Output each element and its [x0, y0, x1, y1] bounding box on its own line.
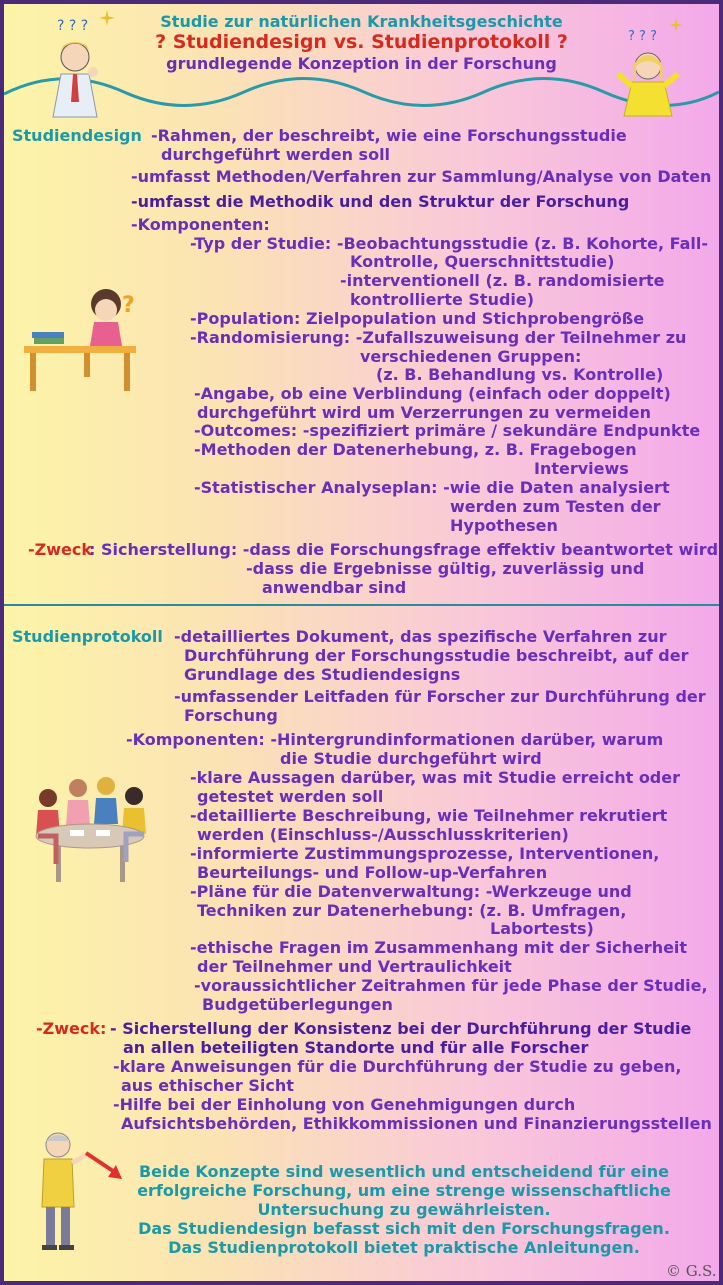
design-purpose-line: -dass die Ergebnisse gültig, zuverlässig und: [246, 559, 645, 578]
protocol-line: Durchführung der Forschungsstudie beschreibt, auf der: [184, 646, 689, 665]
design-line: durchgeführt wird um Verzerrungen zu vermeiden: [197, 403, 651, 422]
protocol-line: Grundlage des Studiendesigns: [184, 665, 461, 684]
protocol-line: -informierte Zustimmungsprozesse, Interventionen,: [190, 844, 660, 863]
protocol-line: -klare Aussagen darüber, was mit Studie erreicht oder: [190, 768, 680, 787]
design-line: Hypothesen: [450, 516, 558, 535]
design-line: -Methoden der Datenerhebung, z. B. Fragebogen: [194, 440, 637, 459]
confused-woman-illustration: [616, 24, 691, 119]
protocol-line: Techniken zur Datenerhebung: (z. B. Umfragen,: [197, 901, 627, 920]
protocol-line: der Teilnehmer und Vertraulichkeit: [197, 957, 512, 976]
protocol-line: -Komponenten: -Hintergrundinformationen darüber, warum: [126, 730, 664, 749]
sparkle-icon: [669, 18, 683, 32]
design-line: -Komponenten:: [131, 215, 270, 234]
protocol-line: -detaillierte Beschreibung, wie Teilnehmer rekrutiert: [190, 806, 668, 825]
conclusion-line: Das Studiendesign befasst sich mit den Forschungsfragen.: [138, 1219, 670, 1238]
design-line: -Outcomes: -spezifiziert primäre / sekundäre Endpunkte: [194, 421, 701, 440]
design-line: Interviews: [534, 459, 629, 478]
protocol-line: werden (Einschluss-/Ausschlusskriterien): [197, 825, 569, 844]
protocol-purpose-line: - Sicherstellung der Konsistenz bei der Durchführung der Studie: [110, 1019, 692, 1038]
design-line: -Statistischer Analyseplan: -wie die Daten analysiert: [194, 478, 670, 497]
svg-text:? ? ?: ? ? ?: [57, 18, 89, 34]
conclusion-line: Beide Konzepte sind wesentlich und entscheidend für eine: [138, 1162, 669, 1181]
protocol-line: Forschung: [184, 706, 278, 725]
section-divider: [4, 604, 719, 606]
design-line: -Angabe, ob eine Verblindung (einfach oder doppelt): [194, 384, 671, 403]
group-meeting-illustration: [26, 774, 156, 889]
design-line: durchgeführt werden soll: [161, 145, 391, 164]
design-purpose-label: -Zweck: [28, 540, 92, 559]
design-line: -Population: Zielpopulation und Stichprobengröße: [190, 309, 645, 328]
design-line: -umfasst Methoden/Verfahren zur Sammlung/Analyse von Daten: [131, 167, 712, 186]
protocol-purpose-line: Aufsichtsbehörden, Ethikkommissionen und Finanzierungsstellen: [121, 1114, 712, 1133]
protocol-purpose-line: -klare Anweisungen für die Durchführung der Studie zu geben,: [113, 1057, 682, 1076]
protocol-purpose-line: an allen beteiligten Standorte und für alle Forscher: [123, 1038, 589, 1057]
design-line: -interventionell (z. B. randomisierte: [340, 271, 665, 290]
header-title-top: Studie zur natürlichen Krankheitsgeschichte: [160, 12, 563, 31]
protocol-line: -Pläne für die Datenverwaltung: -Werkzeuge und: [190, 882, 632, 901]
protocol-line: die Studie durchgeführt wird: [280, 749, 542, 768]
design-line: -Typ der Studie: -Beobachtungsstudie (z. B. Kohorte, Fall-: [190, 234, 709, 253]
design-purpose-line: anwendbar sind: [262, 578, 407, 597]
sparkle-icon: [99, 10, 115, 26]
protocol-line: -voraussichtlicher Zeitrahmen für jede Phase der Studie,: [194, 976, 708, 995]
design-purpose-line: : Sicherstellung: -dass die Forschungsfrage effektiv beantwortet wird: [89, 540, 719, 559]
protocol-purpose-line: aus ethischer Sicht: [121, 1076, 294, 1095]
design-line: Kontrolle, Querschnittstudie): [350, 252, 615, 271]
svg-text:? ? ?: ? ? ?: [628, 29, 657, 44]
student-desk-illustration: [24, 284, 144, 394]
protocol-line: Beurteilungs- und Follow-up-Verfahren: [197, 863, 548, 882]
protocol-line: getestet werden soll: [197, 787, 384, 806]
protocol-line: Budgetüberlegungen: [202, 995, 393, 1014]
signature: © G.S.: [666, 1262, 717, 1280]
design-line: (z. B. Behandlung vs. Kontrolle): [376, 365, 664, 384]
header-subtitle: grundlegende Konzeption in der Forschung: [166, 54, 557, 73]
design-line: kontrollierte Studie): [350, 290, 535, 309]
protocol-heading: Studienprotokoll: [12, 627, 163, 646]
design-line: werden zum Testen der: [450, 497, 661, 516]
svg-text:?: ?: [122, 293, 135, 318]
protocol-purpose-label: -Zweck:: [36, 1019, 107, 1038]
protocol-line: -detailliertes Dokument, das spezifische Verfahren zur: [174, 627, 667, 646]
conclusion-line: Das Studienprotokoll bietet praktische Anleitungen.: [168, 1238, 640, 1257]
protocol-line: -ethische Fragen im Zusammenhang mit der Sicherheit: [190, 938, 688, 957]
thinking-man-illustration: [39, 12, 119, 122]
design-line: verschiedenen Gruppen:: [360, 347, 582, 366]
design-line: -Rahmen, der beschreibt, wie eine Forschungsstudie: [151, 126, 627, 145]
design-line: -Randomisierung: -Zufallszuweisung der Teilnehmer zu: [190, 328, 687, 347]
red-arrow-icon: [84, 1149, 129, 1184]
protocol-line: Labortests): [490, 919, 594, 938]
design-line: -umfasst die Methodik und den Struktur der Forschung: [131, 192, 630, 211]
conclusion-line: Untersuchung zu gewährleisten.: [257, 1200, 551, 1219]
old-man-illustration: [34, 1129, 94, 1254]
header-title-main: ? Studiendesign vs. Studienprotokoll ?: [155, 31, 568, 53]
design-heading: Studiendesign: [12, 126, 142, 145]
conclusion-line: erfolgreiche Forschung, um eine strenge wissenschaftliche: [137, 1181, 671, 1200]
protocol-purpose-line: -Hilfe bei der Einholung von Genehmigungen durch: [113, 1095, 576, 1114]
protocol-line: -umfassender Leitfaden für Forscher zur Durchführung der: [174, 687, 706, 706]
